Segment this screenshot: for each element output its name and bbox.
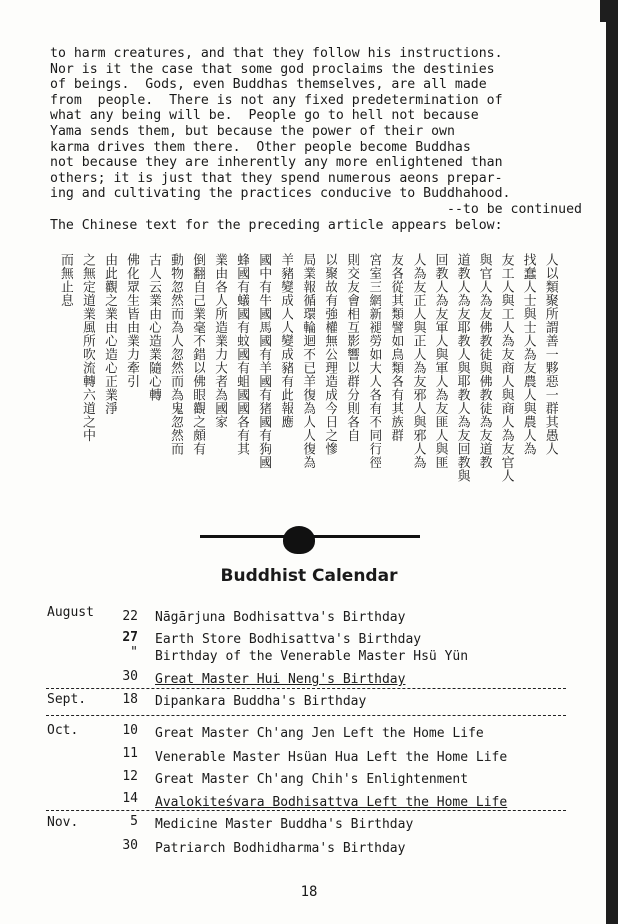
calendar-day: 30: [122, 669, 138, 684]
calendar-day: 5: [130, 814, 138, 829]
section-divider: [46, 688, 566, 689]
section-divider: [46, 715, 566, 716]
calendar-month: Oct.: [47, 723, 79, 738]
calendar-event: Patriarch Bodhidharma's Birthday: [155, 841, 406, 856]
chinese-column: 蜂國有蟻國有蚊國有蛆國國各有其: [234, 253, 250, 456]
chinese-column: 友各從其類譬如鳥類各有其族群: [388, 253, 404, 442]
article-line: from people. There is not any fixed predetermination of: [50, 92, 503, 108]
calendar-event: Great Master Hui Neng's Birthday: [155, 672, 406, 687]
chinese-column: 之無定道業風所吹流轉六道之中: [80, 253, 96, 442]
chinese-column: 動物忽然而為人忽然而為鬼忽然而: [168, 253, 184, 456]
divider-disc: [283, 526, 315, 554]
article-line: of beings. Gods, even Buddhas themselves, are all made: [50, 77, 487, 93]
article-line: Nor is it the case that some god proclaims the destinies: [50, 61, 495, 77]
chinese-column: 人以類聚所謂善一夥惡一群其愚人: [542, 253, 558, 456]
calendar-day: 14: [122, 791, 138, 806]
to-be-continued: --to be continued: [447, 201, 582, 217]
calendar-day: 22: [122, 609, 138, 624]
scan-edge-top: [600, 0, 608, 22]
chinese-column: 業由各人所造業力大者為國家: [212, 253, 228, 429]
article-line: not because they are inherently any more enlightened than: [50, 155, 503, 171]
article-text: [50, 46, 582, 233]
chinese-column: 道教人為友耶教人與耶教人為友回教與: [454, 253, 470, 483]
chinese-column: 回教人為友軍人與軍人為友匪人與匪: [432, 253, 448, 469]
calendar-day: ": [130, 645, 138, 660]
chinese-column: 倒翻自己業毫不錯以佛眼觀之頗有: [190, 253, 206, 456]
calendar-event: Medicine Master Buddha's Birthday: [155, 817, 414, 832]
calendar-day: 12: [122, 769, 138, 784]
chinese-column: 宮室三網新褪勞如大人各有不同行徑: [366, 253, 382, 469]
chinese-column: 友工人與工人為友商人與商人為友官人: [498, 253, 514, 483]
calendar-day: 10: [122, 723, 138, 738]
chinese-intro: The Chinese text for the preceding article appears below:: [50, 217, 503, 233]
divider-ornament: [200, 526, 420, 556]
chinese-column: 而無止息: [58, 253, 73, 307]
calendar-event: Earth Store Bodhisattva's Birthday: [155, 632, 422, 647]
calendar-event: Nāgārjuna Bodhisattva's Birthday: [155, 610, 406, 625]
calendar-day: 27: [122, 630, 138, 645]
chinese-column: 局業報循環輪迴不已羊復為人人復為: [300, 253, 316, 469]
calendar-title: Buddhist Calendar: [220, 566, 398, 586]
article-line: to harm creatures, and that they follow his instructions.: [50, 46, 503, 61]
chinese-column: 國中有牛國馬國有羊國有猪國有狗國: [256, 253, 272, 469]
article-line: karma drives them there. Other people become Buddhas: [50, 139, 471, 155]
chinese-column: 由此觀之業由心造心正業淨: [102, 253, 118, 415]
scan-edge: [606, 0, 618, 924]
chinese-column: 佛化眾生皆由業力牽引: [124, 253, 140, 388]
chinese-column: 找蠢人士與士人為友農人與農人為: [520, 253, 536, 456]
article-line: ing and cultivating the practices conducive to Buddhahood.: [50, 186, 511, 202]
calendar-event: Great Master Ch'ang Jen Left the Home Life: [155, 726, 484, 741]
calendar-day: 18: [122, 692, 138, 707]
calendar-event: Birthday of the Venerable Master Hsü Yün: [155, 649, 469, 664]
article-line: others; it is just that they spend numerous aeons prepar-: [50, 170, 503, 186]
calendar-event: Venerable Master Hsüan Hua Left the Home Life: [155, 750, 508, 765]
calendar-month: Sept.: [47, 692, 87, 707]
chinese-column: 古人云業由心造業隨心轉: [146, 253, 162, 402]
chinese-text-block: [58, 253, 558, 515]
calendar-day: 11: [122, 746, 138, 761]
calendar-event: Great Master Ch'ang Chih's Enlightenment: [155, 772, 469, 787]
section-divider: [46, 810, 566, 811]
article-line: what any being will be. People go to hell not because: [50, 108, 479, 124]
chinese-column: 以聚故有強權無公理造成今日之慘: [322, 253, 338, 456]
calendar-event: Avalokiteśvara Bodhisattva Left the Home Life: [155, 795, 508, 810]
calendar-month: Nov.: [47, 815, 79, 830]
calendar-month: August: [47, 605, 94, 620]
calendar-day: 30: [122, 838, 138, 853]
chinese-column: 人為友正人與正人為友邪人與邪人為: [410, 253, 426, 469]
chinese-column: 與官人為友佛教徒與佛教徒為友道教: [476, 253, 492, 469]
page-number: 18: [300, 884, 318, 900]
chinese-column: 羊豬變成人人變成豬有此報應: [278, 253, 294, 429]
chinese-column: 則交友會相互影響以群分則各自: [344, 253, 360, 442]
calendar-event: Dipankara Buddha's Birthday: [155, 694, 367, 709]
article-line: Yama sends them, but because the power of their own: [50, 123, 455, 139]
